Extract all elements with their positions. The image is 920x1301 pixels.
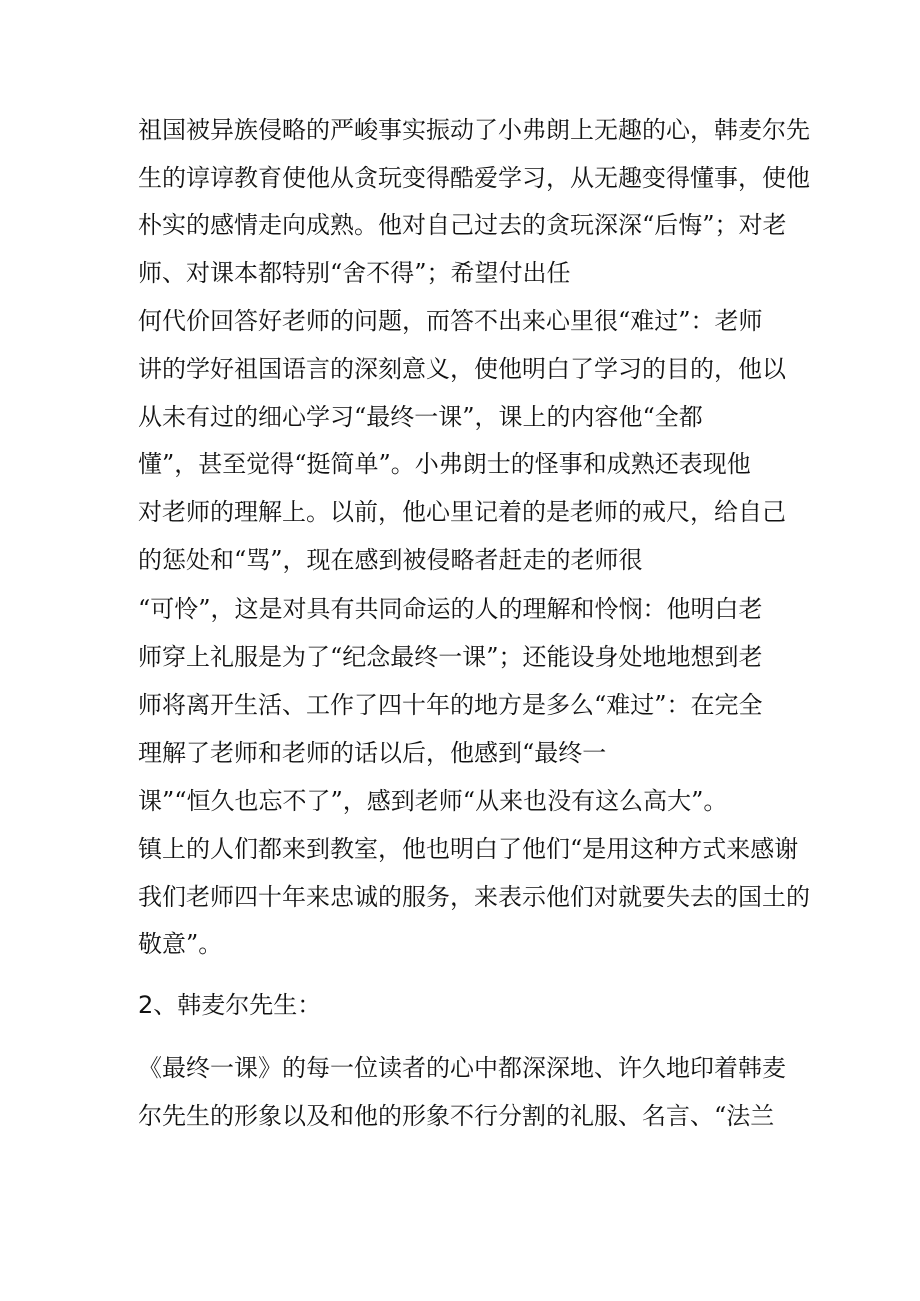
text-line: 师穿上礼服是为了“纪念最终一课”；还能设身处地地想到老 <box>138 643 763 671</box>
text-line: 讲的学好祖国语言的深刻意义，使他明白了学习的目的，他以 <box>138 355 786 383</box>
text-line: 尔先生的形象以及和他的形象不行分割的礼服、名言、“法兰 <box>138 1102 775 1130</box>
text-line: 理解了老师和老师的话以后，他感到“最终一 <box>138 739 607 767</box>
text-line: 镇上的人们都来到教室，他也明白了他们“是用这种方式来感谢 <box>138 835 799 863</box>
text-line: 的惩处和“骂”，现在感到被侵略者赶走的老师很 <box>138 546 643 574</box>
text-line: “可怜”，这是对具有共同命运的人的理解和怜悯：他明白老 <box>138 595 763 623</box>
text-line: 敬意”。 <box>138 930 223 958</box>
text-line: 《最终一课》的每一位读者的心中都深深地、许久地印着韩麦 <box>138 1054 786 1082</box>
text-line: 我们老师四十年来忠诚的服务，来表示他们对就要失去的国土的 <box>138 883 810 911</box>
text-line: 师将离开生活、工作了四十年的地方是多么“难过”：在完全 <box>138 691 763 719</box>
section-heading: 2、韩麦尔先生： <box>138 991 322 1019</box>
text-line: 对老师的理解上。以前，他心里记着的是老师的戒尺，给自己 <box>138 498 786 526</box>
text-line: 生的谆谆教育使他从贪玩变得酷爱学习，从无趣变得懂事，使他 <box>138 164 810 192</box>
text-line: 懂”，甚至觉得“挺简单”。小弗朗士的怪事和成熟还表现他 <box>138 450 751 478</box>
text-line: 师、对课本都特别“舍不得”；希望付出任 <box>138 259 571 287</box>
text-line: 从未有过的细心学习“最终一课”，课上的内容他“全都 <box>138 403 703 431</box>
text-line: 何代价回答好老师的问题，而答不出来心里很“难过”：老师 <box>138 307 763 335</box>
text-line: 朴实的感情走向成熟。他对自己过去的贪玩深深“后悔”；对老 <box>138 211 787 239</box>
text-line: 祖国被异族侵略的严峻事实振动了小弗朗上无趣的心，韩麦尔先 <box>138 116 810 144</box>
text-line: 课”“恒久也忘不了”，感到老师“从来也没有这么高大”。 <box>138 787 728 815</box>
